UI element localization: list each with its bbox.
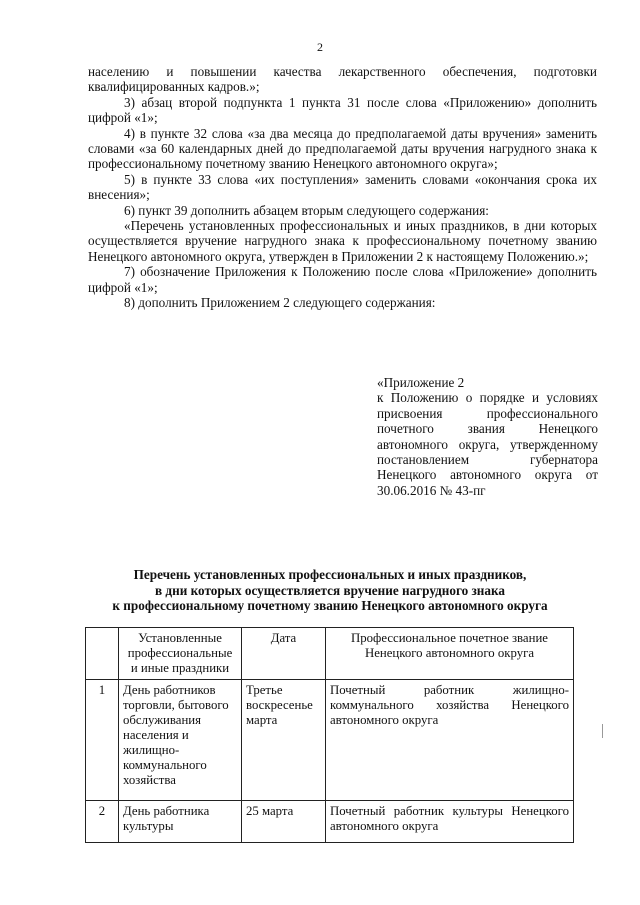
- paragraph-continuation: населению и повышении качества лекарственного обеспечения, подготовки квалифицированных кадров.»;: [88, 64, 597, 95]
- row-holiday: День работников торговли, бытового обслуживания населения и жилищно-коммунального хозяйства: [119, 680, 242, 801]
- paragraph-item-3: 3) абзац второй подпункта 1 пункта 31 после слова «Приложению» дополнить цифрой «1»;: [88, 94, 597, 126]
- appendix-text: к Положению о порядке и условиях присвоения профессионального почетного звания Ненецкого автономного округа, утвержденному постановлением губернатора Ненецкого автономного округа от 30.06.2016 № 43-пг: [377, 390, 598, 498]
- list-heading-line-1: Перечень установленных профессиональных и иных праздников,: [133, 567, 527, 582]
- paragraph-item-7: 7) обозначение Приложения к Положению после слова «Приложение» дополнить цифрой «1»;: [88, 264, 597, 295]
- row-date: Третье воскресенье марта: [242, 680, 326, 801]
- body-text: [88, 64, 597, 311]
- paragraph-item-4: 4) в пункте 32 слова «за два месяца до предполагаемой даты вручения» заменить словами «за 60 календарных дней до предполагаемой даты вручения нагрудного знака к профессиональному почетному званию Ненецкого автономного округа»;: [88, 125, 597, 172]
- row-holiday: День работника культуры: [119, 801, 242, 843]
- row-date: 25 марта: [242, 801, 326, 843]
- row-number: 2: [86, 801, 119, 843]
- holidays-table: [85, 627, 574, 843]
- list-heading-line-2: в дни которых осуществляется вручение нагрудного знака: [155, 582, 505, 598]
- row-number: 1: [86, 680, 119, 801]
- paragraph-item-5: 5) в пункте 33 слова «их поступления» заменить словами «окончания срока их внесения»;: [88, 171, 597, 203]
- table-row: [86, 680, 574, 801]
- appendix-reference: [377, 375, 598, 498]
- table-header-row: [86, 628, 574, 680]
- header-title: Профессиональное почетное звание Ненецкого автономного округа: [326, 628, 574, 680]
- header-holiday: Установленные профессиональные и иные праздники: [119, 628, 242, 680]
- paragraph-item-6: 6) пункт 39 дополнить абзацем вторым следующего содержания:: [124, 202, 489, 218]
- row-title: Почетный работник культуры Ненецкого автономного округа: [326, 801, 574, 843]
- paragraph-quote: «Перечень установленных профессиональных и иных праздников, в дни которых осуществляется вручение нагрудного знака к профессиональному почетному званию Ненецкого автономного округа, утвержден в Приложении 2 к настоящему Положению.»;: [88, 218, 597, 264]
- header-number: [86, 628, 119, 680]
- row-title: Почетный работник жилищно-коммунального хозяйства Ненецкого автономного округа: [326, 680, 574, 801]
- appendix-title: «Приложение 2: [377, 375, 465, 390]
- header-date: Дата: [242, 628, 326, 680]
- list-heading-line-3: к профессиональному почетному званию Ненецкого автономного округа: [112, 598, 548, 614]
- table-row: [86, 801, 574, 843]
- list-heading: [60, 567, 600, 614]
- page-number: 2: [317, 40, 323, 54]
- scan-mark: [602, 724, 603, 738]
- paragraph-item-8: 8) дополнить Приложением 2 следующего содержания:: [124, 295, 436, 311]
